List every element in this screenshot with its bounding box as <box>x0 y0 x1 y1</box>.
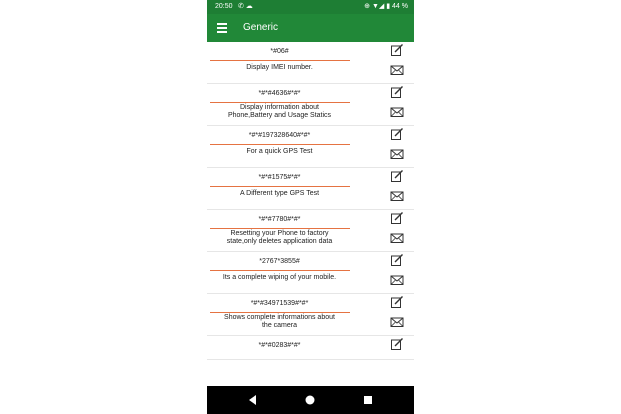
code-divider <box>210 144 350 145</box>
description-line: For a quick GPS Test <box>246 148 313 155</box>
edit-note-icon[interactable] <box>390 127 404 141</box>
status-time: 20:50 <box>215 3 233 10</box>
secret-code: *#*#197328640#*#* <box>248 132 311 139</box>
description-line: A Different type GPS Test <box>239 190 320 197</box>
code-list-item[interactable] <box>207 294 414 336</box>
envelope-icon[interactable] <box>390 315 404 329</box>
code-description <box>207 314 352 330</box>
edit-note-icon[interactable] <box>390 85 404 99</box>
code-list-item[interactable] <box>207 210 414 252</box>
code-description <box>207 64 352 72</box>
secret-code: *#*#0283#*#* <box>258 342 301 349</box>
notification-icons: ✆ ☁ <box>238 3 253 10</box>
edit-note-icon[interactable] <box>390 295 404 309</box>
code-list[interactable] <box>207 42 414 386</box>
system-nav-bar <box>207 386 414 414</box>
secret-code: *#*#34971539#*#* <box>250 300 309 307</box>
edit-note-icon[interactable] <box>390 169 404 183</box>
code-divider <box>210 312 350 313</box>
envelope-icon[interactable] <box>390 273 404 287</box>
status-bar <box>207 0 414 14</box>
description-line: Resetting your Phone to factory <box>230 230 329 237</box>
app-title: Generic <box>243 22 279 33</box>
code-list-item[interactable] <box>207 126 414 168</box>
code-list-item[interactable] <box>207 336 414 360</box>
description-line: Phone,Battery and Usage Statics <box>227 112 332 119</box>
envelope-icon[interactable] <box>390 105 404 119</box>
app-bar <box>207 14 414 42</box>
code-divider <box>210 60 350 61</box>
edit-note-icon[interactable] <box>390 211 404 225</box>
hamburger-menu-icon[interactable] <box>217 23 227 33</box>
code-list-item[interactable] <box>207 168 414 210</box>
code-description <box>207 230 352 246</box>
status-indicators: ⊕ ▼◢ ▮ 44 % <box>364 3 408 10</box>
description-line: Shows complete informations about <box>224 314 335 321</box>
code-divider <box>210 102 350 103</box>
description-line: Display information about <box>240 104 319 111</box>
code-list-item[interactable] <box>207 84 414 126</box>
code-description <box>207 148 352 156</box>
back-triangle-icon[interactable] <box>247 394 259 406</box>
code-description <box>207 104 352 120</box>
description-line: Display IMEI number. <box>246 64 313 71</box>
secret-code: *2767*3855# <box>259 258 300 265</box>
code-list-item[interactable] <box>207 252 414 294</box>
edit-note-icon[interactable] <box>390 253 404 267</box>
recents-square-icon[interactable] <box>362 394 374 406</box>
code-divider <box>210 228 350 229</box>
edit-note-icon[interactable] <box>390 337 404 351</box>
envelope-icon[interactable] <box>390 231 404 245</box>
code-list-item[interactable] <box>207 42 414 84</box>
home-circle-icon[interactable] <box>304 394 316 406</box>
envelope-icon[interactable] <box>390 189 404 203</box>
secret-code: *#*#4636#*#* <box>258 90 301 97</box>
phone-screen <box>207 0 414 414</box>
code-description <box>207 274 352 282</box>
secret-code: *#*#1575#*#* <box>258 174 301 181</box>
secret-code: *#*#7780#*#* <box>258 216 301 223</box>
code-description <box>207 190 352 198</box>
secret-code: *#06# <box>270 48 289 55</box>
description-line: the camera <box>261 322 298 329</box>
code-divider <box>210 186 350 187</box>
envelope-icon[interactable] <box>390 63 404 77</box>
description-line: Its a complete wiping of your mobile. <box>222 274 337 281</box>
edit-note-icon[interactable] <box>390 43 404 57</box>
code-divider <box>210 270 350 271</box>
envelope-icon[interactable] <box>390 147 404 161</box>
description-line: state,only deletes application data <box>226 238 333 245</box>
